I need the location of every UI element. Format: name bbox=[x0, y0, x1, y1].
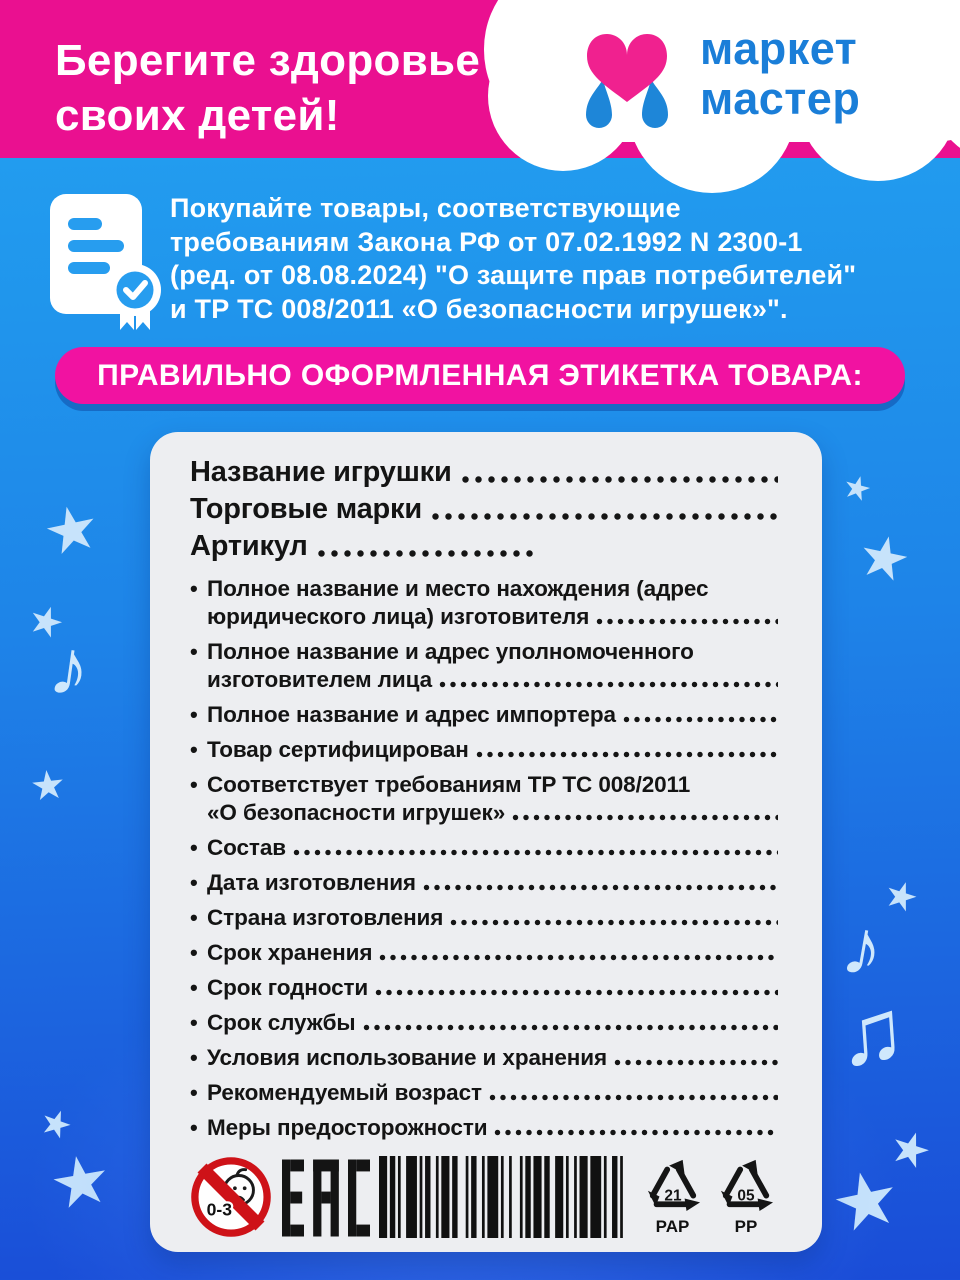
recycling-triangle-icon bbox=[642, 1156, 704, 1212]
list-item: • Срок годности bbox=[190, 974, 778, 1002]
list-item: • Страна изготовления bbox=[190, 904, 778, 932]
music-note-icon bbox=[835, 986, 909, 1080]
list-item: • Полное название и адрес импортера bbox=[190, 701, 778, 729]
music-note-icon bbox=[836, 905, 889, 991]
list-item: • Товар сертифицирован bbox=[190, 736, 778, 764]
age-warning-icon bbox=[190, 1156, 272, 1238]
list-item: • Срок службы bbox=[190, 1009, 778, 1037]
list-item: • Рекомендуемый возраст bbox=[190, 1079, 778, 1107]
logo-line2: мастер bbox=[700, 73, 861, 124]
svg-text:21: 21 bbox=[663, 1187, 682, 1205]
star-icon bbox=[45, 1143, 117, 1221]
list-item: • Условия использование и хранения bbox=[190, 1044, 778, 1072]
dotted-leader bbox=[450, 919, 778, 926]
dotted-leader bbox=[379, 954, 778, 961]
star-icon bbox=[35, 1102, 78, 1147]
star-icon bbox=[853, 525, 916, 593]
headline-line1: Берегите здоровье bbox=[55, 36, 481, 85]
dotted-leader bbox=[439, 681, 778, 688]
logo-wordmark bbox=[700, 24, 860, 124]
dotted-leader bbox=[614, 1059, 778, 1066]
field-article: Артикул bbox=[190, 528, 778, 565]
certificate-icon bbox=[48, 190, 162, 332]
dotted-leader bbox=[431, 512, 778, 521]
intro-line: требованиям Закона РФ от 07.02.1992 N 2300-1 bbox=[170, 226, 803, 257]
list-item: • Меры предосторожности bbox=[190, 1114, 778, 1142]
dotted-leader bbox=[489, 1094, 778, 1101]
label-card bbox=[150, 432, 822, 1252]
intro-text bbox=[170, 192, 920, 326]
list-item: • Соответствует требованиям ТР ТС 008/2011 «О безопасности игрушек» bbox=[190, 771, 778, 827]
label-banner bbox=[55, 347, 905, 404]
recycling-mark-pap bbox=[641, 1156, 705, 1236]
star-icon bbox=[38, 495, 105, 567]
label-marks bbox=[190, 1156, 778, 1238]
recycling-material-label: PAP bbox=[655, 1217, 690, 1236]
dotted-leader bbox=[317, 549, 535, 558]
dotted-leader bbox=[623, 716, 778, 723]
list-item: • Полное название и адрес уполномоченного изготовителем лица bbox=[190, 638, 778, 694]
list-item: • Полное название и место нахождения (адрес юридического лица) изготовителя bbox=[190, 575, 778, 631]
dotted-leader bbox=[494, 1129, 778, 1136]
dotted-leader bbox=[375, 989, 778, 996]
logo-line1: маркет bbox=[700, 23, 858, 74]
star-icon bbox=[839, 469, 875, 507]
dotted-leader bbox=[476, 751, 778, 758]
dotted-leader bbox=[596, 618, 778, 625]
star-icon bbox=[28, 764, 68, 808]
dotted-leader bbox=[423, 884, 778, 891]
intro-line: и ТР ТС 008/2011 «О безопасности игрушек»". bbox=[170, 293, 788, 324]
headline-line2: своих детей! bbox=[55, 91, 340, 140]
dotted-leader bbox=[363, 1024, 778, 1031]
field-trademarks: Торговые марки bbox=[190, 491, 778, 528]
field-toy-name: Название игрушки bbox=[190, 454, 778, 491]
dotted-leader bbox=[293, 849, 778, 856]
recycling-mark-pp bbox=[714, 1156, 778, 1236]
svg-text:05: 05 bbox=[737, 1187, 755, 1205]
logo-icon bbox=[585, 25, 669, 129]
list-item: • Срок хранения bbox=[190, 939, 778, 967]
intro-line: Покупайте товары, соответствующие bbox=[170, 193, 681, 223]
label-items bbox=[190, 575, 778, 1142]
dotted-leader bbox=[512, 814, 778, 821]
intro-line: (ред. от 08.08.2024) "О защите прав потребителей" bbox=[170, 260, 857, 290]
svg-text:0-3: 0-3 bbox=[206, 1199, 232, 1220]
headline bbox=[55, 33, 480, 143]
dotted-leader bbox=[461, 475, 778, 484]
barcode bbox=[379, 1156, 631, 1238]
list-item: • Дата изготовления bbox=[190, 869, 778, 897]
list-item: • Состав bbox=[190, 834, 778, 862]
label-banner-text: ПРАВИЛЬНО ОФОРМЛЕННАЯ ЭТИКЕТКА ТОВАРА: bbox=[97, 358, 863, 392]
eac-mark-icon bbox=[282, 1159, 370, 1237]
recycling-triangle-icon bbox=[715, 1156, 777, 1212]
recycling-material-label: PP bbox=[734, 1217, 758, 1236]
